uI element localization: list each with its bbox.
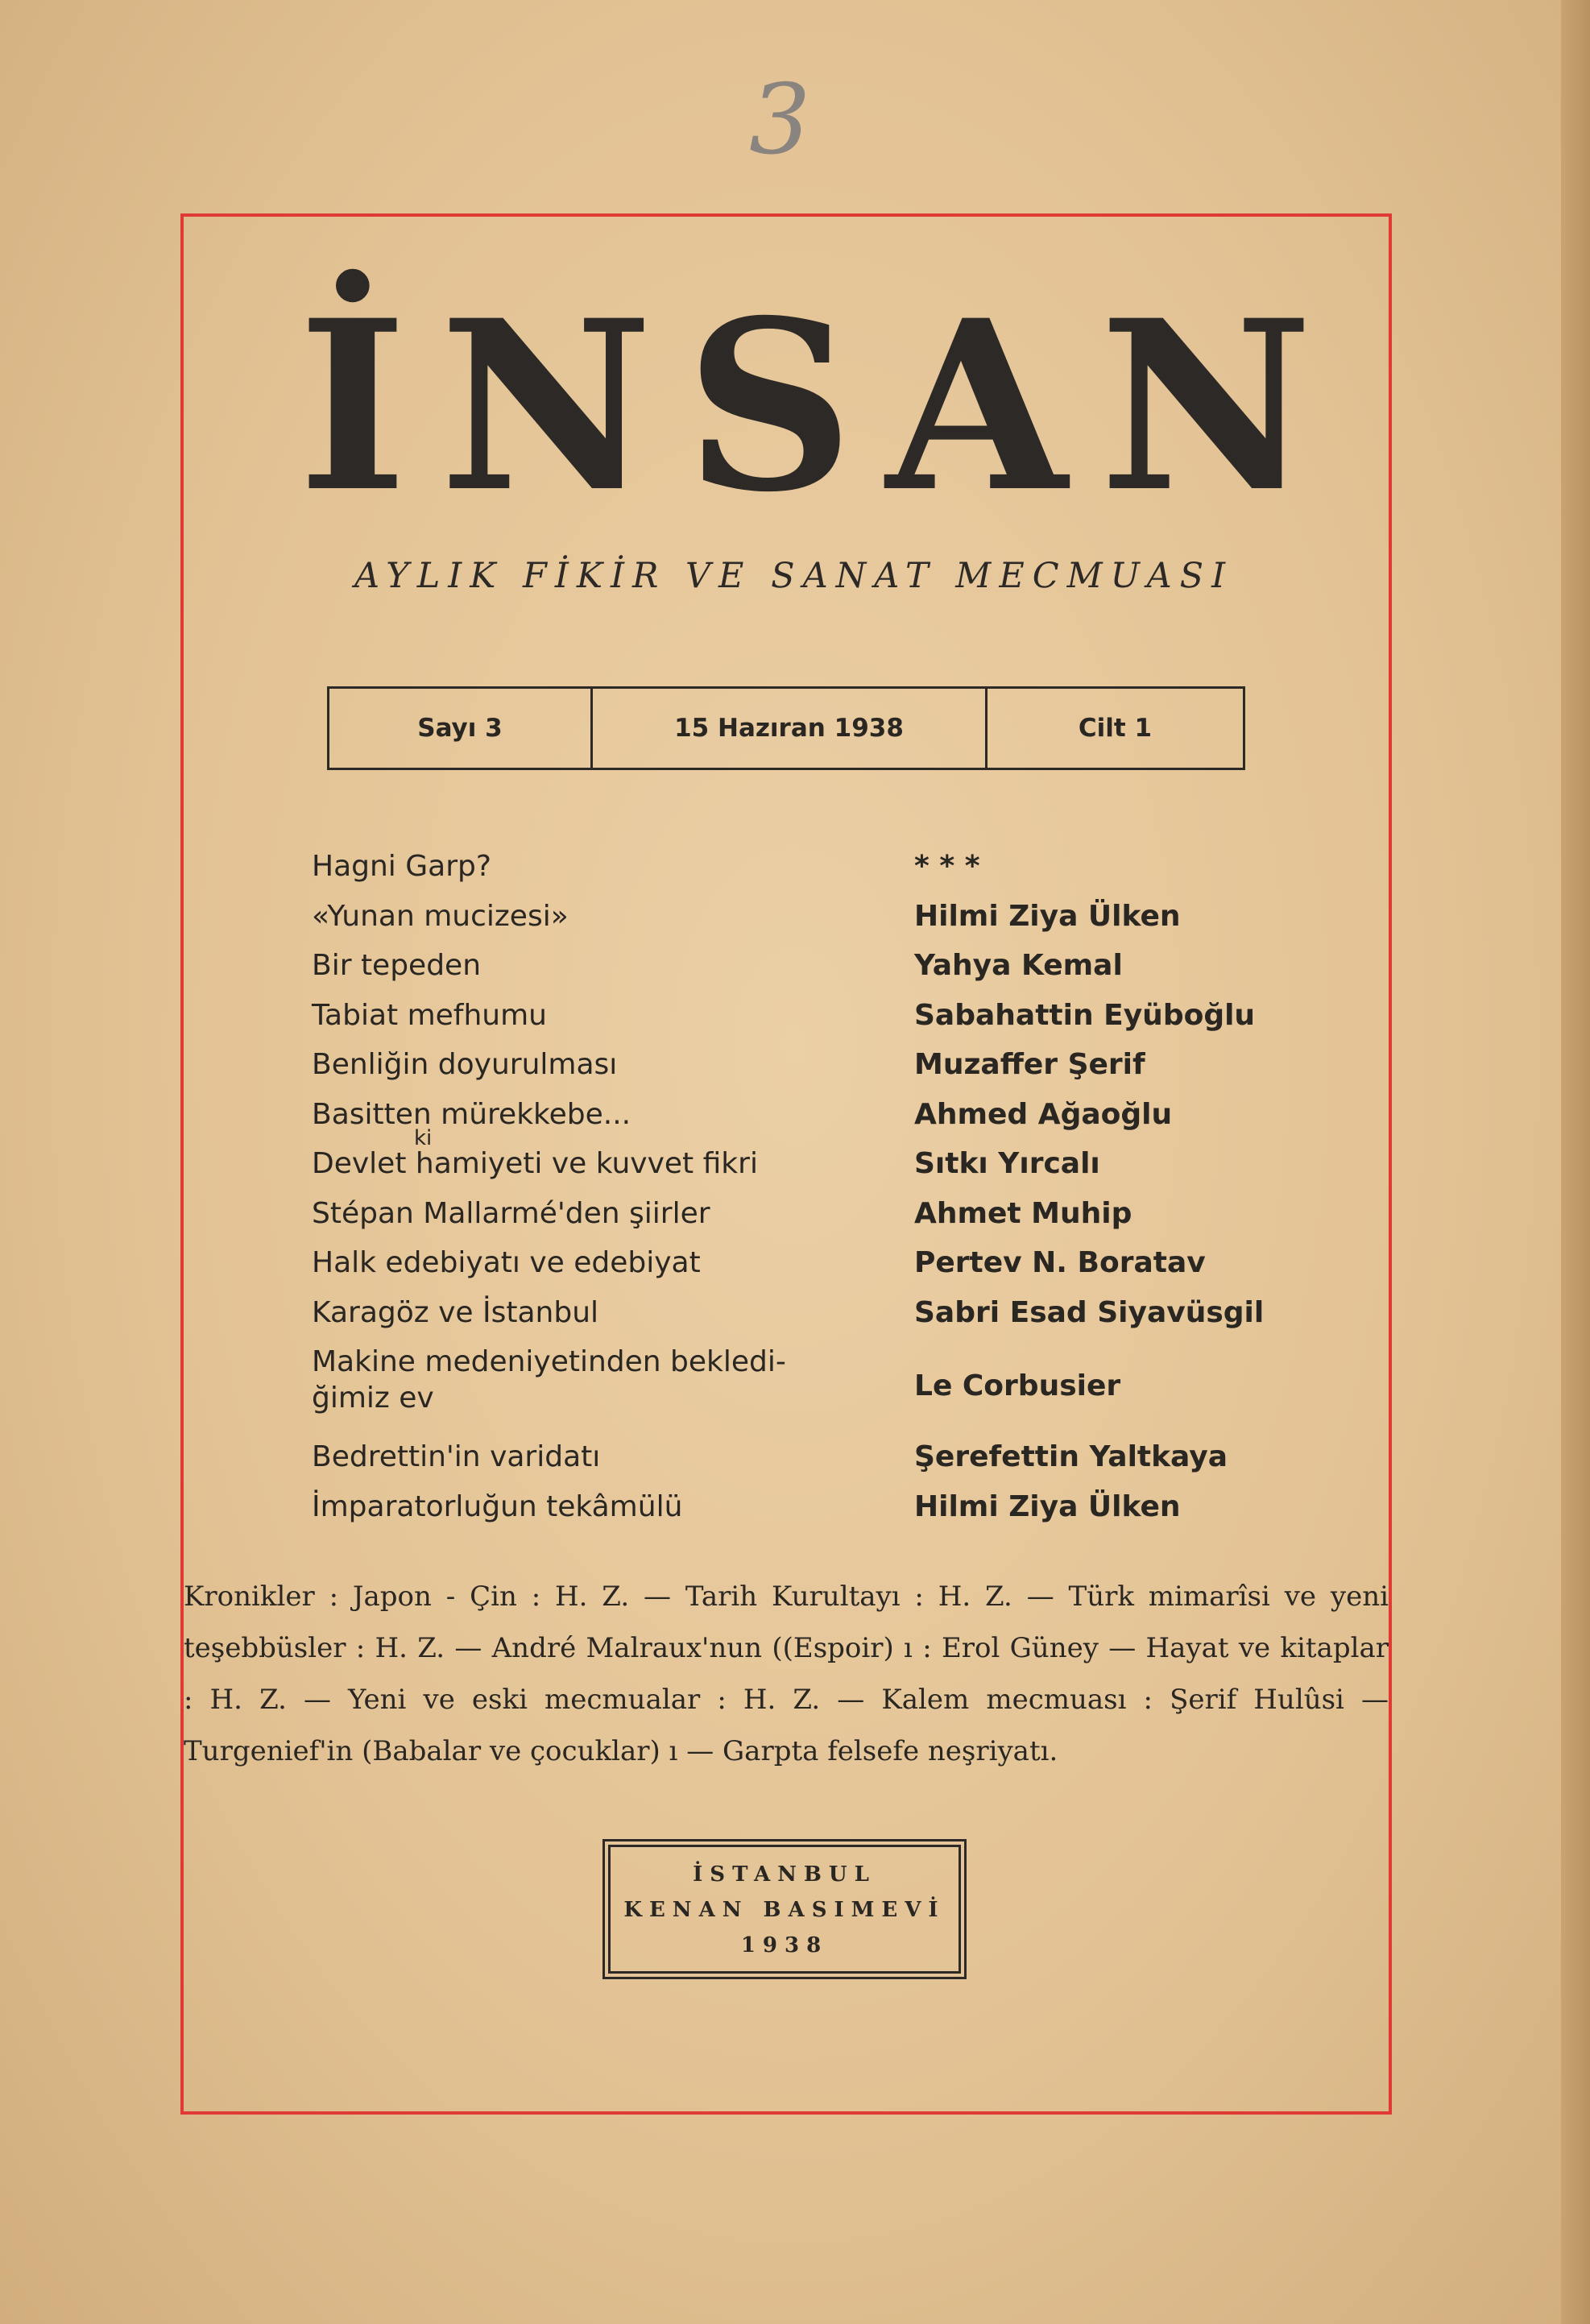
issue-date: 15 Hazıran 1938	[593, 689, 988, 768]
handwritten-number: 3	[749, 64, 811, 176]
toc-article-line1: Makine medeniyetinden bekledi-	[312, 1345, 786, 1378]
toc-author: Muzaffer Şerif	[914, 1048, 1145, 1081]
issue-volume: Cilt 1	[1078, 714, 1153, 743]
toc-entry	[312, 1345, 1359, 1440]
toc-article: Tabiat mefhumu	[312, 998, 547, 1032]
toc-article: Bir tepeden	[312, 949, 482, 982]
toc-article: «Yunan mucizesi»	[312, 899, 569, 933]
toc-author: Sıtkı Yırcalı	[914, 1147, 1100, 1180]
magazine-subtitle: AYLIK FİKİR VE SANAT MECMUASI	[354, 556, 1234, 596]
toc-author: Sabri Esad Siyavüsgil	[914, 1295, 1265, 1329]
imprint-press: KENAN BASIMEVİ	[623, 1898, 946, 1922]
toc-entry	[312, 1098, 1359, 1148]
title-letter: N	[439, 270, 653, 544]
toc-author: Pertev N. Boratav	[914, 1246, 1206, 1279]
toc-author: Ahmed Ağaoğlu	[914, 1097, 1173, 1131]
toc-entry	[312, 1440, 1359, 1490]
toc-author: Ahmet Muhip	[914, 1196, 1132, 1230]
title-letter: N	[1099, 270, 1313, 544]
toc-article-line2: ğimiz ev	[312, 1382, 434, 1415]
toc-entry	[312, 1246, 1359, 1296]
toc-article-text: Devlet hamiyeti ve kuvvet fikri	[312, 1147, 758, 1180]
title-letter: S	[685, 270, 855, 544]
toc-article: Stépan Mallarmé'den şiirler	[312, 1196, 710, 1230]
toc-article	[312, 1345, 786, 1415]
toc-entry	[312, 1490, 1359, 1540]
imprint-year: 1938	[740, 1933, 829, 1957]
handwritten-annotation: ki	[414, 1126, 433, 1150]
toc-author: Le Corbusier	[914, 1369, 1121, 1402]
issue-info-box	[327, 686, 1245, 770]
toc-entry	[312, 1197, 1359, 1247]
toc-author: * * *	[914, 850, 980, 883]
issue-number: Sayı 3	[329, 689, 593, 768]
magazine-title	[298, 270, 1313, 544]
toc-entry	[312, 1296, 1359, 1346]
toc-article	[312, 1126, 758, 1180]
toc-article: Bedrettin'in varidatı	[312, 1440, 601, 1473]
title-letter: İ	[298, 270, 408, 544]
toc-article: Halk edebiyatı ve edebiyat	[312, 1246, 701, 1279]
toc-entry	[312, 999, 1359, 1049]
table-of-contents	[312, 850, 1359, 1539]
toc-entry	[312, 1048, 1359, 1098]
toc-entry	[312, 850, 1359, 900]
toc-author: Hilmi Ziya Ülken	[914, 1489, 1181, 1523]
toc-article: Karagöz ve İstanbul	[312, 1295, 599, 1329]
toc-entry	[312, 900, 1359, 950]
page-edge	[1561, 0, 1590, 2324]
toc-author: Hilmi Ziya Ülken	[914, 899, 1181, 933]
toc-entry	[312, 1126, 1359, 1197]
toc-entry	[312, 949, 1359, 999]
imprint-city: İSTANBUL	[693, 1862, 876, 1887]
imprint-box	[608, 1845, 961, 1974]
toc-author: Yahya Kemal	[914, 949, 1123, 982]
title-letter: A	[885, 270, 1067, 544]
toc-article: Hagni Garp?	[312, 850, 491, 883]
toc-author: Sabahattin Eyüboğlu	[914, 998, 1256, 1032]
toc-article: İmparatorluğun tekâmülü	[312, 1489, 683, 1523]
toc-author: Şerefettin Yaltkaya	[914, 1440, 1228, 1473]
chronicles-paragraph: Kronikler : Japon - Çin : H. Z. — Tarih Kurultayı : H. Z. — Türk mimarîsi ve yeni teşebbüsler : H. Z. — André Malraux'nun ((Espoir) ı : Erol Güney — Hayat ve kitaplar : H. Z. — Yeni ve eski mecmualar : H. Z. — Kalem mecmuası : Şerif Hulûsi — Turgenief'in (Babalar ve çocuklar) ı — Garpta felsefe neşriyatı.	[184, 1580, 1389, 1767]
toc-article: Benliğin doyurulması	[312, 1048, 618, 1081]
toc-article: Basitten mürekkebe...	[312, 1097, 631, 1131]
